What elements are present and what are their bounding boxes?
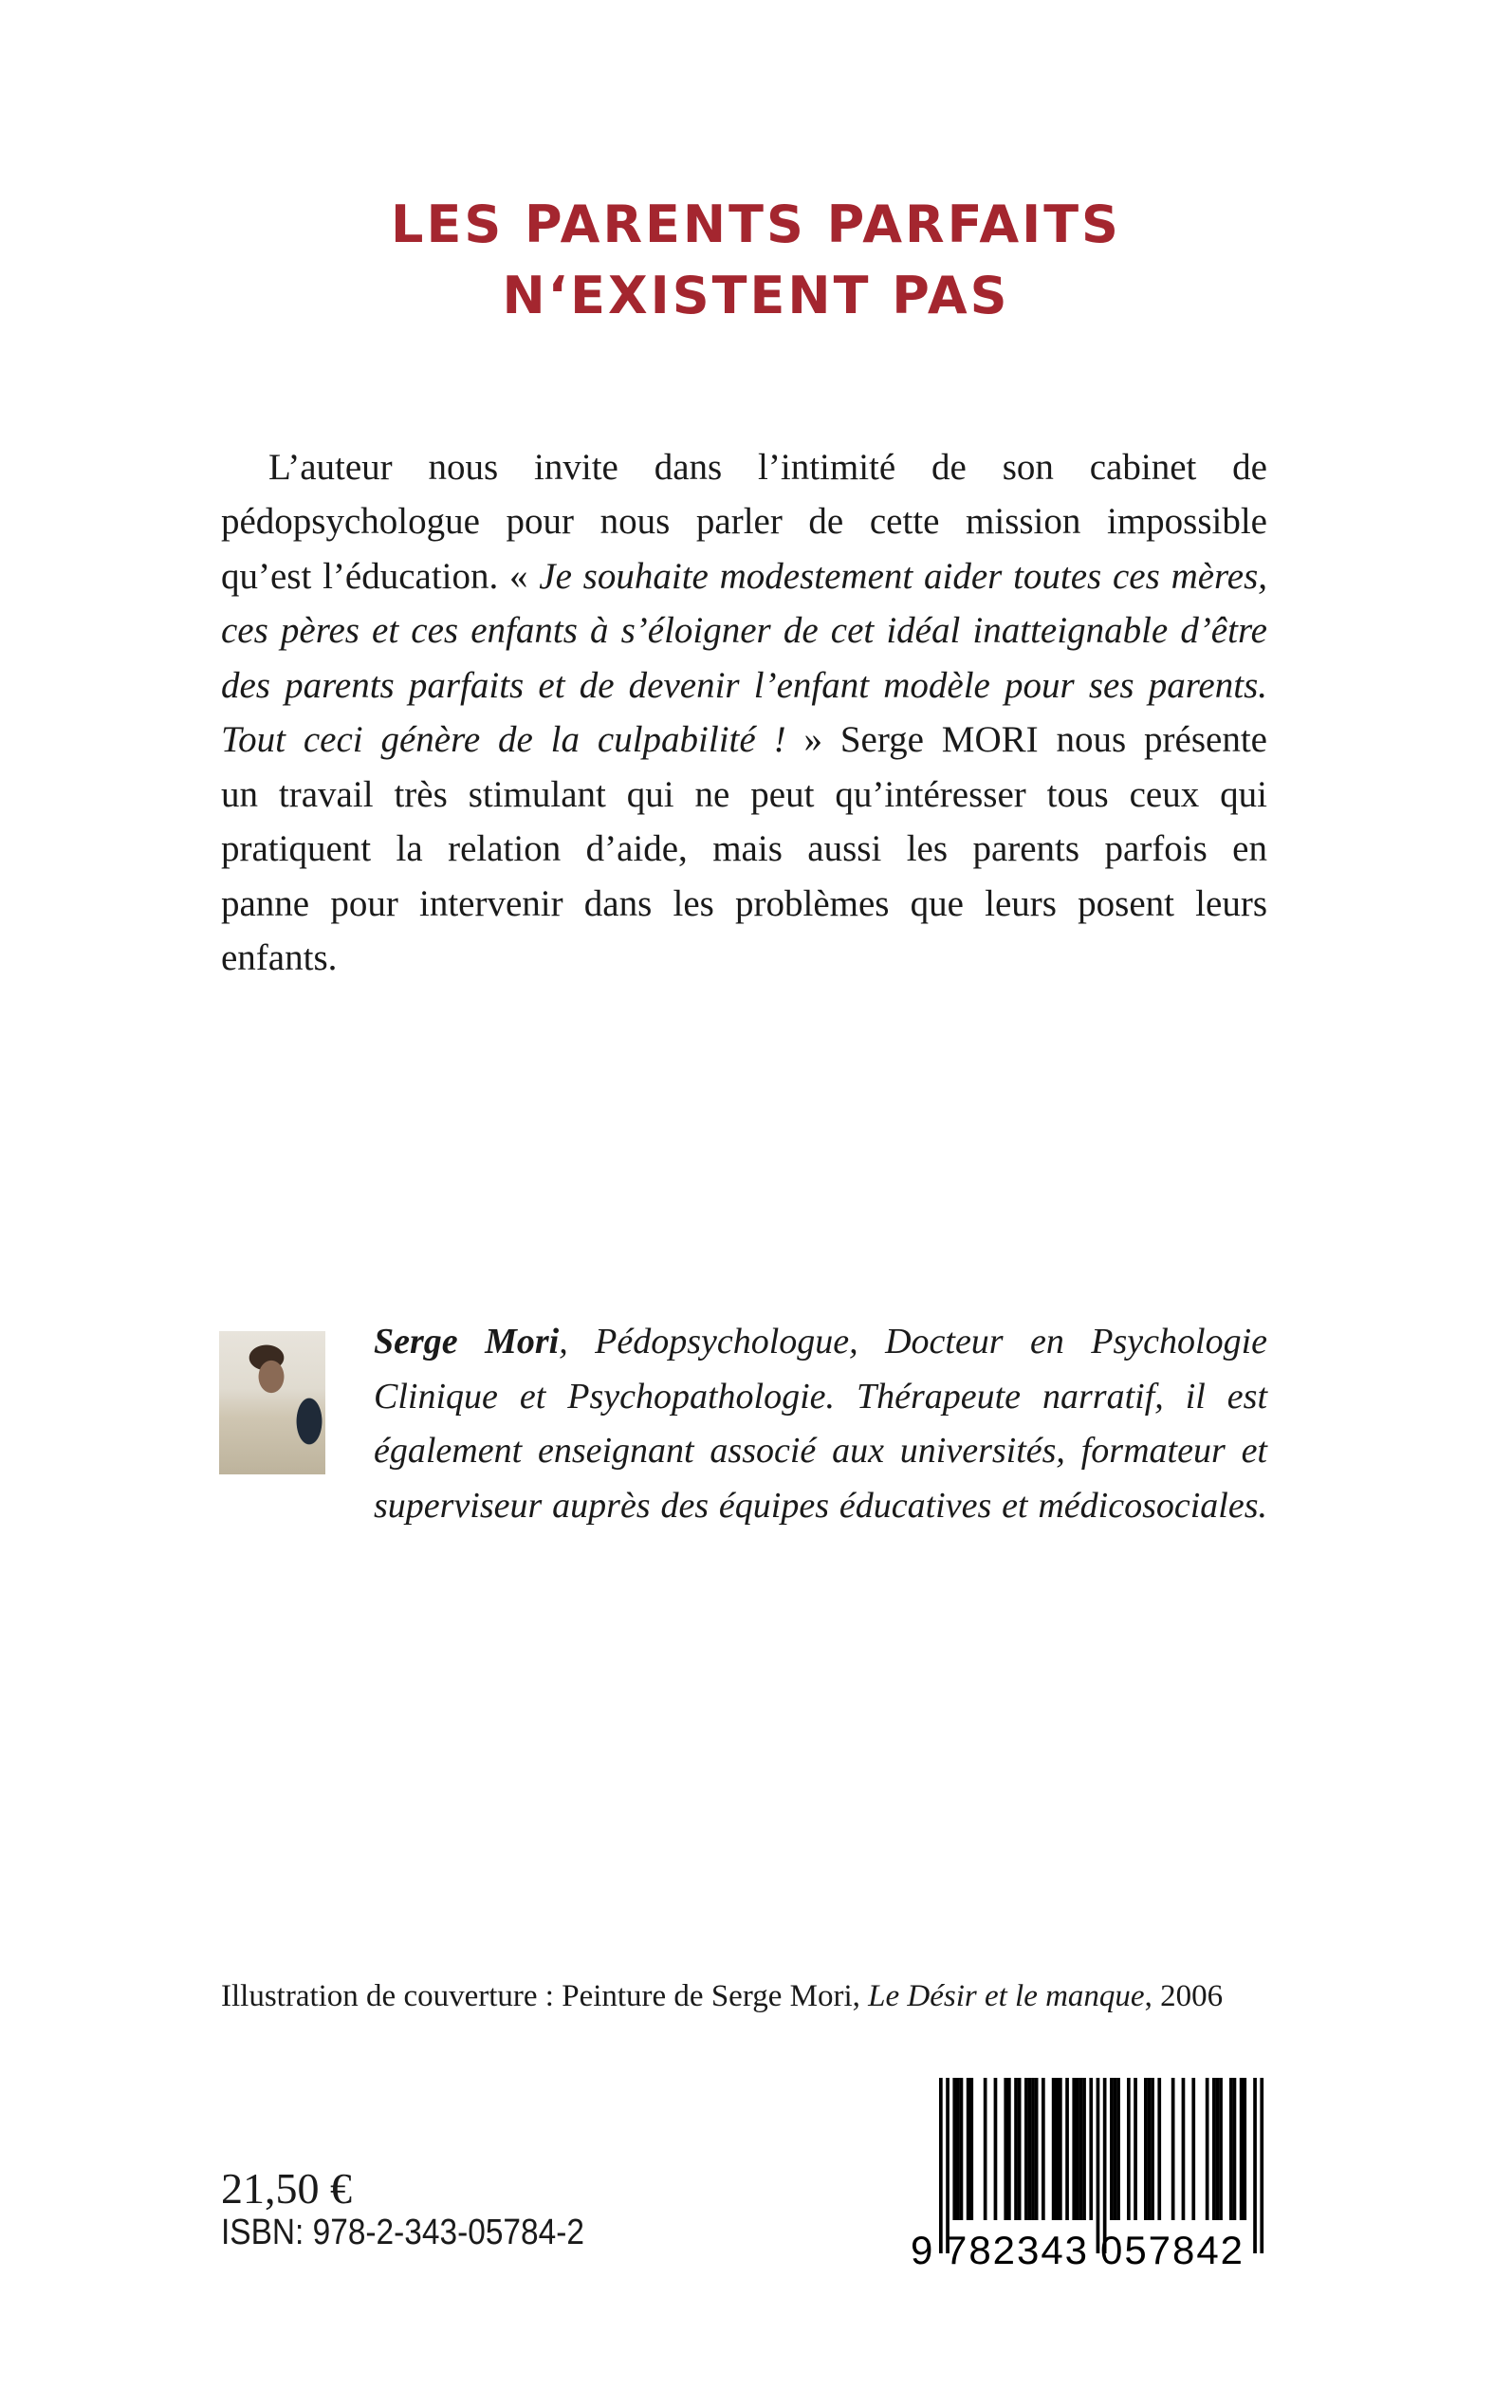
barcode-bar bbox=[1004, 2078, 1007, 2220]
barcode-bar bbox=[1253, 2078, 1257, 2253]
barcode-bar bbox=[1134, 2078, 1137, 2220]
barcode-bar bbox=[1151, 2078, 1154, 2220]
barcode-bar bbox=[1035, 2078, 1039, 2220]
barcode-bar bbox=[1024, 2078, 1028, 2220]
barcode-bar bbox=[939, 2078, 943, 2253]
barcode-left-digits: 782343 bbox=[945, 2228, 1087, 2268]
book-title-line-2: N‘EXISTENT PAS bbox=[502, 266, 1010, 325]
credit-work-title: Le Désir et le manque bbox=[868, 1979, 1145, 2013]
barcode-bar bbox=[1014, 2078, 1018, 2220]
bio-line bbox=[374, 1321, 1267, 1362]
blurb-line: panne pour intervenir dans les problèmes que leurs posent leurs bbox=[221, 883, 1267, 924]
barcode-bar bbox=[1059, 2078, 1062, 2220]
bio-line: également enseignant associé aux universités, formateur et bbox=[374, 1431, 1267, 1471]
barcode-bar bbox=[1144, 2078, 1148, 2220]
cover-illustration-credit bbox=[221, 1979, 1223, 2014]
barcode-bar bbox=[1089, 2078, 1093, 2220]
barcode-bar bbox=[1206, 2078, 1209, 2220]
blurb-line bbox=[221, 555, 1267, 598]
author-name: Serge Mori bbox=[374, 1322, 560, 1361]
author-photo bbox=[219, 1331, 325, 1474]
barcode-bar bbox=[1260, 2078, 1263, 2253]
barcode bbox=[911, 2078, 1271, 2268]
barcode-bar bbox=[1042, 2078, 1045, 2220]
blurb-text: qu’est l’éducation. « bbox=[221, 556, 540, 597]
barcode-bar bbox=[1007, 2078, 1011, 2220]
blurb-line: pratiquent la relation d’aide, mais aussi les parents parfois en bbox=[221, 828, 1267, 869]
barcode-bar bbox=[1243, 2078, 1246, 2220]
barcode-bar bbox=[1052, 2078, 1056, 2220]
blurb-quote: Je souhaite modestement aider toutes ces mères, bbox=[539, 556, 1268, 597]
blurb-line bbox=[221, 664, 1267, 707]
blurb-quote: ces pères et ces enfants à s’éloigner de cet idéal inatteignable d’être bbox=[221, 610, 1267, 651]
blurb-line bbox=[221, 609, 1267, 652]
barcode-bar bbox=[1212, 2078, 1216, 2220]
barcode-bar bbox=[994, 2078, 998, 2220]
barcode-bar bbox=[967, 2078, 970, 2220]
bio-line: superviseur auprès des équipes éducatives et médicosociales. bbox=[374, 1486, 1267, 1526]
barcode-bar bbox=[1148, 2078, 1152, 2220]
book-title-line-1: LES PARENTS PARFAITS bbox=[391, 194, 1121, 254]
barcode-bar bbox=[1028, 2078, 1032, 2220]
barcode-bar bbox=[1116, 2078, 1120, 2220]
barcode-bar bbox=[1076, 2078, 1079, 2220]
barcode-bar bbox=[1240, 2078, 1244, 2220]
barcode-bar bbox=[1065, 2078, 1069, 2220]
blurb-quote: Tout ceci génère de la culpabilité ! bbox=[221, 719, 786, 760]
credit-year: , 2006 bbox=[1144, 1979, 1224, 2013]
barcode-bar bbox=[1233, 2078, 1237, 2220]
blurb-line: enfants. bbox=[221, 937, 338, 978]
barcode-bar bbox=[1110, 2078, 1114, 2220]
bio-line: Clinique et Psychopathologie. Thérapeute narratif, il est bbox=[374, 1377, 1267, 1417]
barcode-bar bbox=[1114, 2078, 1117, 2220]
barcode-bar bbox=[952, 2078, 956, 2220]
barcode-bar bbox=[984, 2078, 987, 2220]
barcode-right-digits: 057842 bbox=[1100, 2228, 1243, 2268]
isbn: ISBN: 978-2-343-05784-2 bbox=[221, 2213, 584, 2252]
barcode-bar bbox=[1097, 2078, 1100, 2253]
credit-text: Illustration de couverture : Peinture de Serge Mori, bbox=[221, 1979, 869, 2013]
barcode-bar bbox=[1171, 2078, 1175, 2220]
barcode-bar bbox=[1219, 2078, 1223, 2220]
barcode-bar bbox=[1191, 2078, 1195, 2220]
barcode-bar bbox=[1216, 2078, 1220, 2220]
barcode-bar bbox=[1031, 2078, 1035, 2220]
price: 21,50 € bbox=[221, 2164, 352, 2213]
barcode-bar bbox=[1018, 2078, 1022, 2220]
blurb-line: L’auteur nous invite dans l’intimité de son cabinet de bbox=[268, 447, 1267, 488]
barcode-bar bbox=[1229, 2078, 1233, 2220]
barcode-bar bbox=[1082, 2078, 1086, 2220]
barcode-bar bbox=[1072, 2078, 1076, 2220]
blurb-line: pédopsychologue pour nous parler de cette mission impossible bbox=[221, 501, 1267, 542]
barcode-bar bbox=[1157, 2078, 1161, 2220]
blurb-line: un travail très stimulant qui ne peut qu’intéresser tous ceux qui bbox=[221, 774, 1267, 815]
barcode-bar bbox=[1079, 2078, 1083, 2220]
barcode-bar bbox=[960, 2078, 964, 2220]
barcode-bar bbox=[969, 2078, 973, 2220]
barcode-bar bbox=[956, 2078, 960, 2220]
barcode-bar bbox=[1182, 2078, 1186, 2220]
blurb-line bbox=[221, 718, 1267, 761]
barcode-first-digit: 9 bbox=[911, 2228, 933, 2268]
blurb-text: » Serge MORI nous présente bbox=[785, 719, 1267, 760]
barcode-bar bbox=[1127, 2078, 1131, 2220]
bio-text: , Pédopsychologue, Docteur en Psychologie bbox=[559, 1322, 1268, 1361]
blurb-quote: des parents parfaits et de devenir l’enfant modèle pour ses parents. bbox=[221, 665, 1267, 706]
barcode-bar bbox=[1055, 2078, 1059, 2220]
